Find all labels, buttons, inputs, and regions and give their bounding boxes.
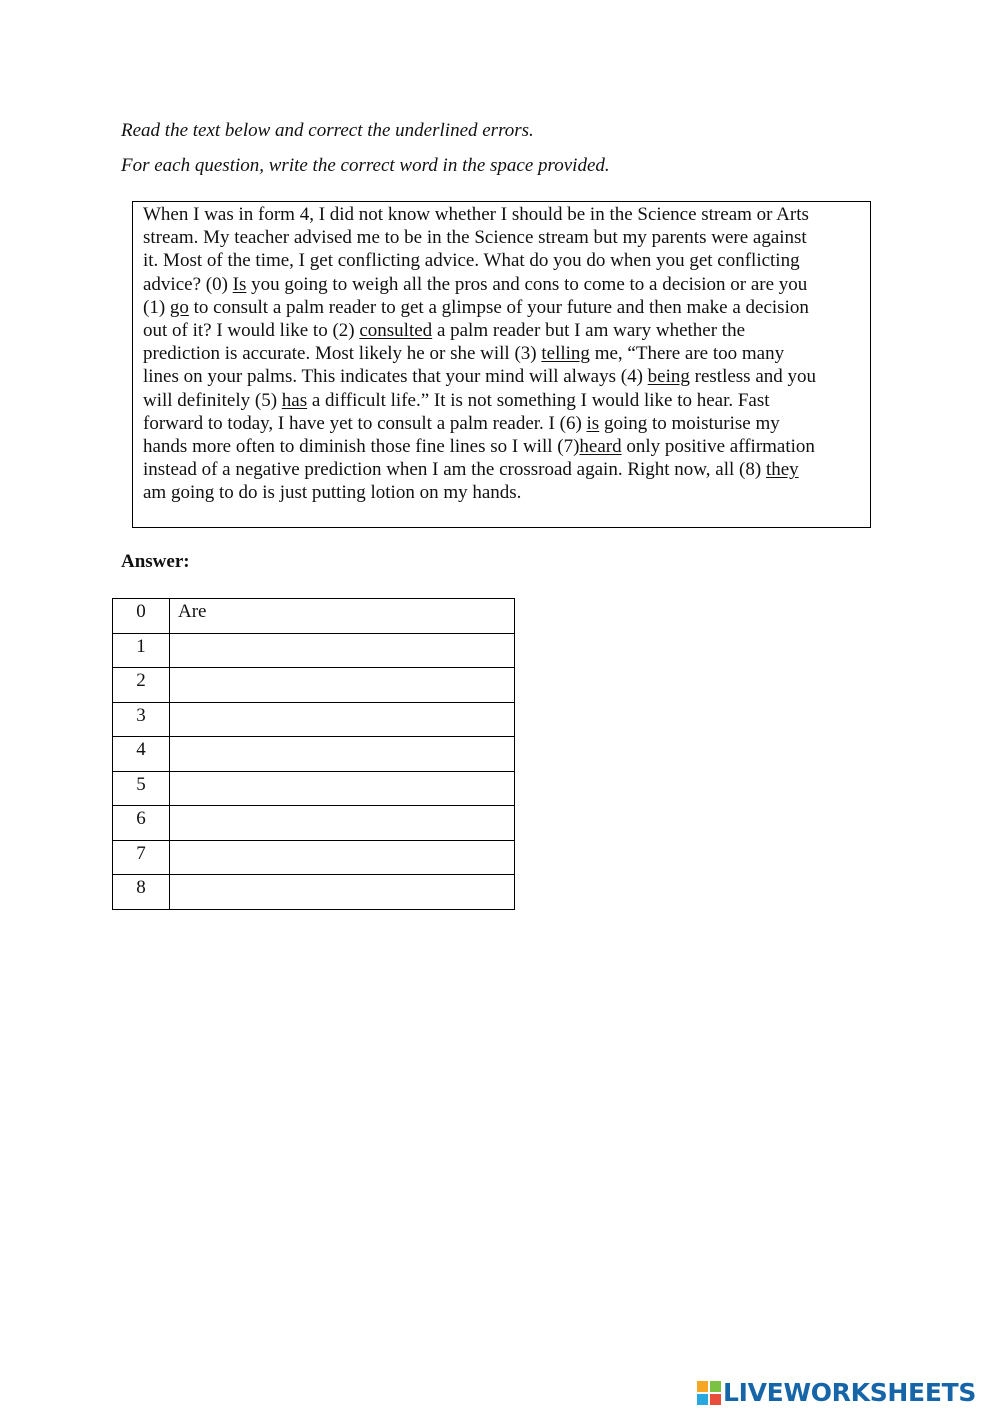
passage-line [143,319,861,342]
question-number: 4 [113,737,170,772]
question-number: 6 [113,806,170,841]
answer-row [113,702,515,737]
instruction-line-1: Read the text below and correct the underlined errors. [121,120,534,141]
passage-text-segment: a palm reader but I am wary whether the [432,320,746,342]
underlined-error: telling [541,343,590,365]
answer-row [113,840,515,875]
passage-text-segment: instead of a negative prediction when I am the crossroad again. Right now, all (8) [143,459,766,481]
passage-text-segment: stream. My teacher advised me to be in the Science stream but my parents were against [143,227,807,249]
passage-line [143,435,861,458]
passage-line [143,226,861,249]
passage-line [143,342,861,365]
passage-text-segment: me, “There are too many [589,343,785,365]
passage-line [143,273,861,296]
passage-line [143,296,861,319]
underlined-error: Is [232,273,247,295]
underlined-error: they [765,459,799,481]
underlined-error: heard [579,436,622,458]
instruction-line-2: For each question, write the correct word in the space provided. [121,155,610,176]
passage-line [143,412,861,435]
passage-line [143,203,861,226]
answer-table [112,598,515,910]
passage-text-segment: restless and you [689,366,817,388]
passage-text-segment: you going to weigh all the pros and cons to come to a decision or are you [246,273,808,295]
answer-row [113,633,515,668]
passage-text-segment: forward to today, I have yet to consult a palm reader. I (6) [143,412,587,434]
answer-row [113,875,515,910]
passage-text-segment: it. Most of the time, I get conflicting advice. What do you do when you get conflicting [143,250,800,272]
answer-row [113,771,515,806]
liveworksheets-logo-icon [697,1381,721,1405]
passage-text-segment: prediction is accurate. Most likely he or she will (3) [143,343,542,365]
answer-field[interactable] [170,668,515,703]
question-number: 5 [113,771,170,806]
passage-line [143,458,861,481]
question-number: 7 [113,840,170,875]
answer-field[interactable] [170,875,515,910]
underlined-error: has [281,389,308,411]
passage-text-segment: When I was in form 4, I did not know whether I should be in the Science stream or Arts [143,204,809,225]
answer-field[interactable] [170,840,515,875]
liveworksheets-logo [697,1378,976,1408]
passage-text [143,203,861,505]
answer-label: Answer: [121,551,190,572]
passage-text-segment: a difficult life.” It is not something I would like to hear. Fast [307,389,770,411]
answer-row [113,668,515,703]
answer-field[interactable] [170,702,515,737]
passage-line [143,365,861,388]
passage-text-segment: advice? (0) [143,273,233,295]
question-number: 1 [113,633,170,668]
question-number: 8 [113,875,170,910]
passage-text-segment: to consult a palm reader to get a glimpse of your future and then make a decision [188,296,809,318]
passage-text-segment: out of it? I would like to (2) [143,320,360,342]
question-number: 0 [113,599,170,634]
underlined-error: being [647,366,690,388]
passage-text-segment: going to moisturise my [599,412,780,434]
answer-row [113,737,515,772]
answer-field[interactable] [170,633,515,668]
passage-text-segment: will definitely (5) [143,389,282,411]
underlined-error: go [169,296,189,318]
passage-box [132,201,871,528]
logo-text: LIVEWORKSHEETS [723,1378,977,1407]
answer-field[interactable]: Are [170,599,515,634]
passage-text-segment: (1) [143,296,170,318]
underlined-error: consulted [359,320,433,342]
answer-field[interactable] [170,806,515,841]
answer-field[interactable] [170,771,515,806]
answer-row [113,599,515,634]
passage-line [143,481,861,504]
question-number: 2 [113,668,170,703]
answer-field[interactable] [170,737,515,772]
passage-text-segment: am going to do is just putting lotion on my hands. [143,482,522,504]
passage-text-segment: lines on your palms. This indicates that your mind will always (4) [143,366,648,388]
answer-row [113,806,515,841]
passage-text-segment: only positive affirmation [621,436,815,458]
question-number: 3 [113,702,170,737]
passage-text-segment: hands more often to diminish those fine lines so I will (7) [143,436,580,458]
passage-line [143,249,861,272]
passage-line [143,389,861,412]
underlined-error: is [586,412,600,434]
